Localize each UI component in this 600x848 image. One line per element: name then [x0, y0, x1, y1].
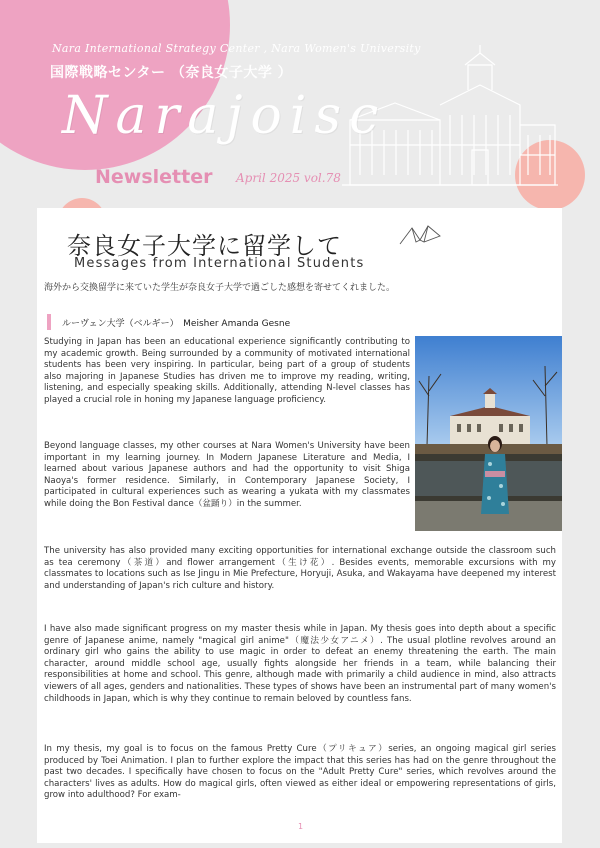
paragraph-1: Studying in Japan has been an educational experience significantly contributing to my academic growth. Being surrounded by a community of motivated international students has been very inspiring. In particular, being part of a group of students also majoring in Japanese Studies has driven me to improve my reading, writing, listening, and especially speaking skills. Additionally, attending N-level classes has played a crucial role in honing my Japanese language proficiency.	[44, 337, 410, 405]
student-photo	[415, 336, 562, 531]
newsletter-logo: Narajoisc	[62, 86, 387, 146]
author-line: ルーヴェン大学（ベルギー） Meisher Amanda Gesne	[62, 319, 291, 329]
paragraph-3: The university has also provided many exciting opportunities for international exchange outside the classroom such as tea ceremony（茶道）and flower arrangement（生け花）. Besides events, memorable excursions with my classmates to locations such as Ise Jingu in Mie Prefecture, Horyuji, Asuka, and Wakayama have deepened my interest and understanding of Japan's rich culture and history.	[44, 546, 556, 591]
paragraph-4: I have also made significant progress on my master thesis while in Japan. My thesis goes into depth about a specific genre of Japanese anime, namely "magical girl anime"（魔法少女アニメ）. The usual plotline revolves around an ordinary girl who gains the ability to use magic in order to defeat an enemy threatening the earth. The main character, around middle school age, usually fights alongside her friends in a team, while balancing their responsibilities at home and school. This genre, although made with primarily a child audience in mind, also attracts viewers of all ages, genders and nationalities. These types of shows have been an instrumental part of many women's childhoods in Japan, which is why they continue to remain beloved by countless fans.	[44, 624, 556, 704]
article-title-en: Messages from International Students	[74, 256, 365, 271]
org-name-jp: 国際戦略センター （奈良女子大学 ）	[50, 65, 293, 81]
page-number: 1	[298, 822, 304, 831]
article-intro: 海外から交換留学に来ていた学生が奈良女子大学で過ごした感想を寄せてくれました。	[44, 283, 396, 293]
author-accent-bar	[47, 314, 51, 330]
paper-crane-icon	[398, 222, 442, 254]
paragraph-2: Beyond language classes, my other courses at Nara Women's University have been important in my learning journey. In Modern Japanese Literature and Media, I learned about various Japanese authors and had the opportunity to visit Shiga Naoya's former residence. Similarly, in Contemporary Japanese Society, I participated in cultural experiences such as wearing a yukata with my classmates while doing the Bon Festival dance（盆踊り）in the summer.	[44, 441, 410, 509]
paragraph-5: In my thesis, my goal is to focus on the famous Pretty Cure（プリキュア）series, an ongoing magical girl series produced by Toei Animation. I plan to further explore the impact that this series has had on the genre throughout the past two decades. I specifically have chosen to focus on the "Adult Pretty Cure" series, which revolves around the characters' lives as adults. How do magical girls, often viewed as either ideal or empowering representations of girls, grow into adulthood? For exam-	[44, 744, 556, 801]
newsletter-label: Newsletter	[95, 166, 213, 188]
article-title-jp: 奈良女子大学に留学して	[67, 232, 342, 260]
org-name-en: Nara International Strategy Center , Nara Women's University	[52, 42, 421, 55]
issue-label: April 2025 vol.78	[236, 171, 341, 185]
